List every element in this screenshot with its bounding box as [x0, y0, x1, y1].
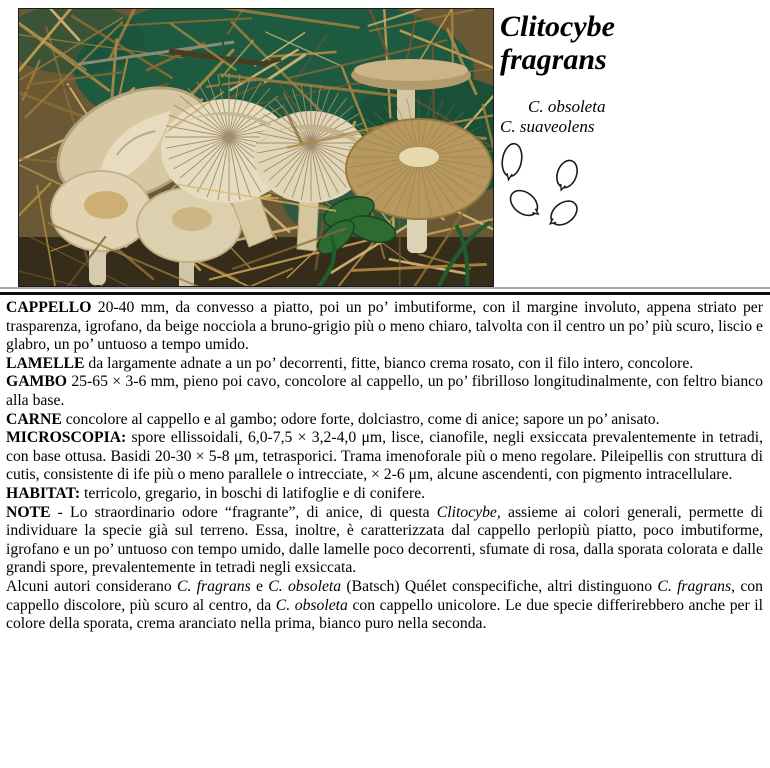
spore-outline [506, 185, 545, 222]
spore-outline [544, 196, 582, 231]
spore-drawings [498, 133, 638, 238]
species-title-line2: fragrans [500, 43, 607, 76]
mushroom-photo-art [19, 9, 493, 286]
description-paragraph: GAMBO 25-65 × 3-6 mm, pieno poi cavo, concolore al cappello, un po’ fibrilloso longitudinalmente, con feltro bianco alla base. [6, 373, 763, 409]
description-paragraph: CARNE concolore al cappello e al gambo; odore forte, dolciastro, come di anice; sapore un po’ anisato. [6, 410, 660, 428]
synonym-list [500, 97, 766, 137]
spore-outline [499, 142, 524, 181]
description-paragraph: LAMELLE da largamente adnate a un po’ decorrenti, fitte, bianco crema rosato, con il filo intero, concolore. [6, 354, 694, 372]
separator-rule-thin [0, 287, 770, 289]
separator-rule-thick [0, 292, 770, 295]
mushroom-photo [18, 8, 494, 287]
description [6, 299, 763, 634]
species-header [500, 10, 766, 137]
synonym-item: C. suaveolens [500, 117, 595, 136]
description-paragraph: CAPPELLO 20-40 mm, da convesso a piatto, poi un po’ imbutiforme, con il margine involuto, appena striato per trasparenza, igrofano, da beige nocciola a bruno-grigio più o meno chiaro, talvolta con il centro un po’ più scuro, liscio e glabro, un po’ untuoso a tempo umido. [6, 299, 763, 354]
species-title-line1: Clitocybe [500, 10, 615, 43]
description-paragraph: Alcuni autori considerano C. fragrans e C. obsoleta (Batsch) Quélet conspecifiche, altri distinguono C. fragrans, con cappello discolore, più scuro al centro, da C. obsoleta con cappello unicolore. Le due specie differirebbero anche per il colore della sporata, crema aranciato nella prima, bianco puro nella seconda. [6, 577, 763, 633]
synonym-item: C. obsoleta [528, 97, 606, 116]
description-paragraph: MICROSCOPIA: spore ellissoidali, 6,0-7,5 × 3,2-4,0 μm, lisce, cianofile, negli exsiccata prevalentemente in tetradi, con base ottusa. Basidi 20-30 × 5-8 μm, tetrasporici. Trama imenoforale più o meno regolare. Pileipellis con struttura di cutis, consistente di ife più o meno parallele o intrecciate, × 2-6 μm, alcune ascendenti, con pigmento intracellulare. [6, 429, 763, 484]
spore-outline [552, 158, 580, 194]
description-paragraph: HABITAT: terricolo, gregario, in boschi di latifoglie e di conifere. [6, 484, 426, 502]
description-paragraph: NOTE - Lo straordinario odore “fragrante”, di anice, di questa Clitocybe, assieme ai colori generali, permette di individuare la specie già sul terreno. Essa, inoltre, è caratterizzata dal cappello perlopiù piatto, poco imbutiforme, igrofano e un po’ untuoso con tempo umido, dalle lamelle poco decorrenti, sfumate di rosa, dalla sporata colorata e dalle grandi spore, prevalentemente in tetradi negli exsiccata. [6, 503, 763, 577]
